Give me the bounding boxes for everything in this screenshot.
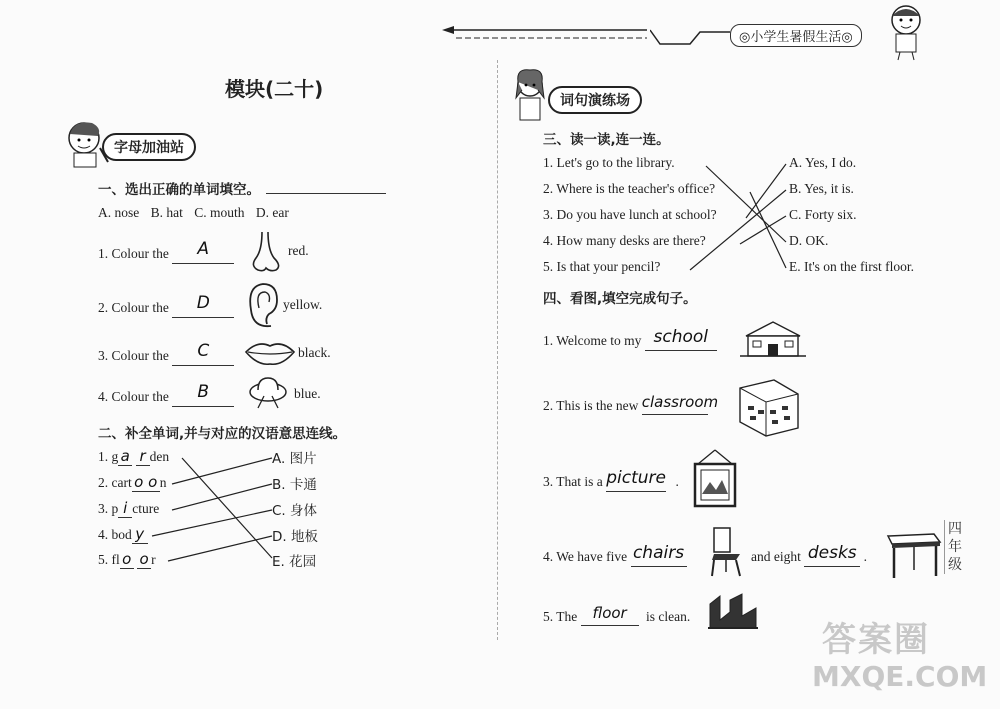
watermark-top: 答案圈 [822,620,930,660]
answer-a[interactable]: A. Yes, I do. [789,155,857,170]
classroom-icon [736,378,802,438]
sec4-answer-4a[interactable]: chairs [632,543,685,563]
answer-2[interactable]: D [196,293,210,313]
sec4-item-2: 2. This is the new classroom [543,393,719,413]
sec1-item-4: 4. Colour the B [98,386,234,407]
sec4-answer-4b[interactable]: desks [807,543,857,563]
sec1-item-3: 3. Colour the C [98,345,234,366]
sec4-heading: 四、看图,填空完成句子。 [543,291,697,307]
word-1-letter-1[interactable]: a [120,447,130,465]
section-band-letters: 字母加油站 [102,133,196,161]
answer-3[interactable]: C [197,341,210,361]
option-b: B. hat [150,205,183,220]
sec4-item-5: 5. The floor is clean. [543,604,691,624]
sec1-item-2-post: yellow. [283,297,323,312]
sec1-item-1-post: red. [288,243,309,258]
question-5[interactable]: 5. Is that your pencil? [543,259,661,274]
option-a: A. nose [98,205,140,220]
sec1-item-2: 2. Colour the D [98,297,234,318]
sec4-answer-3[interactable]: picture [606,468,666,488]
word-row-5: 5. fl o o r [98,550,156,568]
option-d: D. ear [255,205,289,220]
question-2[interactable]: 2. Where is the teacher's office? [543,181,716,196]
sec3-heading: 三、读一读,连一连。 [543,132,670,148]
meaning-e[interactable]: E. 花园 [272,554,317,570]
framed-picture-icon [692,448,738,510]
section-band-sentences: 词句演练场 [548,86,642,114]
answer-b[interactable]: B. Yes, it is. [789,181,854,196]
word-5-letter-1[interactable]: o [122,550,132,568]
sec1-item-1: 1. Colour the A [98,243,234,264]
sec4-item-4: 4. We have five chairs [543,546,687,567]
answer-1[interactable]: A [197,239,210,259]
header-series-label: ◎小学生暑假生活◎ [730,24,862,47]
sec1-item-4-post: blue. [294,386,321,401]
question-4[interactable]: 4. How many desks are there? [543,233,706,248]
school-icon [740,318,806,358]
sec4-answer-5[interactable]: floor [592,604,627,622]
answer-4[interactable]: B [197,382,210,402]
word-3-letter-1[interactable]: i [123,499,128,517]
word-5-letter-2[interactable]: o [139,550,149,568]
meaning-b[interactable]: B. 卡通 [272,477,317,493]
word-row-3: 3. p i cture [98,499,160,517]
sec4-item-3: 3. That is a picture . [543,471,679,492]
sec1-heading: 一、选出正确的单词填空。 [98,178,386,198]
answer-d[interactable]: D. OK. [789,233,829,248]
option-c: C. mouth [194,205,245,220]
grade-side-tab: 四年级 [944,520,964,574]
watermark-bottom: MXQE.COM [812,660,988,693]
word-row-4: 4. bod y [98,525,148,544]
meaning-c[interactable]: C. 身体 [272,503,318,519]
sec4-answer-2[interactable]: classroom [641,393,719,411]
sec4-item-4-mid: and eight desks . [751,546,867,567]
answer-e[interactable]: E. It's on the first floor. [789,259,915,274]
sec2-heading: 二、补全单词,并与对应的汉语意思连线。 [98,426,347,442]
chair-icon [706,526,746,578]
sec4-item-1: 1. Welcome to my school [543,330,717,351]
answer-c[interactable]: C. Forty six. [789,207,857,222]
page-title: 模块(二十) [225,77,324,101]
question-3[interactable]: 3. Do you have lunch at school? [543,207,717,222]
meaning-d[interactable]: D. 地板 [272,529,318,545]
desk-icon [884,530,942,580]
floor-icon [708,590,758,630]
meaning-a[interactable]: A. 图片 [272,451,317,467]
sec1-item-3-post: black. [298,345,331,360]
word-2-letter-1[interactable]: o [134,473,144,491]
word-2-letter-2[interactable]: o [148,473,158,491]
question-1[interactable]: 1. Let's go to the library. [543,155,675,170]
word-1-letter-2[interactable]: r [139,447,146,465]
word-row-2: 2. cart o o n [98,473,167,491]
sec4-answer-1[interactable]: school [653,327,709,347]
word-4-letter-1[interactable]: y [135,525,145,543]
word-row-1: 1. g a r den [98,447,170,465]
